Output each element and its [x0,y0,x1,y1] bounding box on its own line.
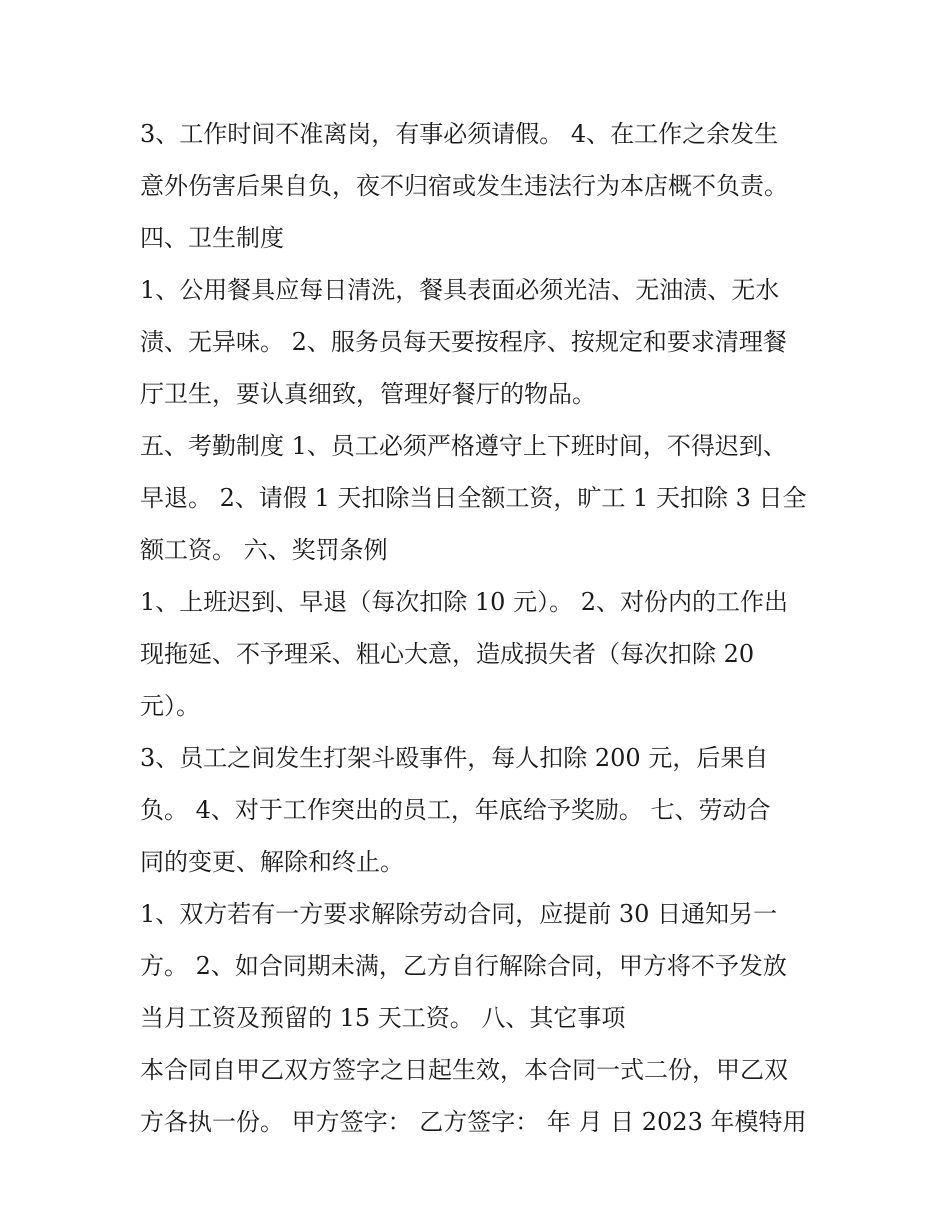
text-line: 本合同自甲乙双方签字之日起生效，本合同一式二份，甲乙双 [140,1056,788,1084]
section-heading: 四、卫生制度 [140,224,284,252]
text-line: 3、员工之间发生打架斗殴事件，每人扣除 200 元，后果自 [140,744,769,772]
text-line: 1、双方若有一方要求解除劳动合同，应提前 30 日通知另一 [140,900,778,928]
text-line: 方。 2、如合同期未满，乙方自行解除合同，甲方将不予发放 [140,952,787,980]
text-line: 负。 4、对于工作突出的员工，年底给予奖励。 七、劳动合 [140,796,771,824]
text-line: 早退。 2、请假 1 天扣除当日全额工资，旷工 1 天扣除 3 日全 [140,484,807,512]
document-body [140,108,830,1148]
text-line: 元）。 [140,692,200,720]
text-line: 当月工资及预留的 15 天工资。 八、其它事项 [140,1004,626,1032]
text-line: 同的变更、解除和终止。 [140,848,404,876]
text-line: 现拖延、不予理采、粗心大意，造成损失者（每次扣除 20 [140,640,755,668]
text-line: 额工资。 六、奖罚条例 [140,536,388,564]
text-line: 厅卫生，要认真细致，管理好餐厅的物品。 [140,380,596,408]
text-line: 意外伤害后果自负，夜不归宿或发生违法行为本店概不负责。 [140,172,788,200]
text-line: 五、考勤制度 1、员工必须严格遵守上下班时间，不得迟到、 [140,432,787,460]
text-line: 渍、无异味。 2、服务员每天要按程序、按规定和要求清理餐 [140,328,787,356]
text-line: 1、上班迟到、早退（每次扣除 10 元）。 2、对份内的工作出 [140,588,788,616]
text-line: 3、工作时间不准离岗，有事必须请假。 4、在工作之余发生 [140,120,779,148]
text-line: 方各执一份。 甲方签字： 乙方签字： 年 月 日 2023 年模特用 [140,1108,807,1136]
text-line: 1、公用餐具应每日清洗，餐具表面必须光洁、无油渍、无水 [140,276,780,304]
